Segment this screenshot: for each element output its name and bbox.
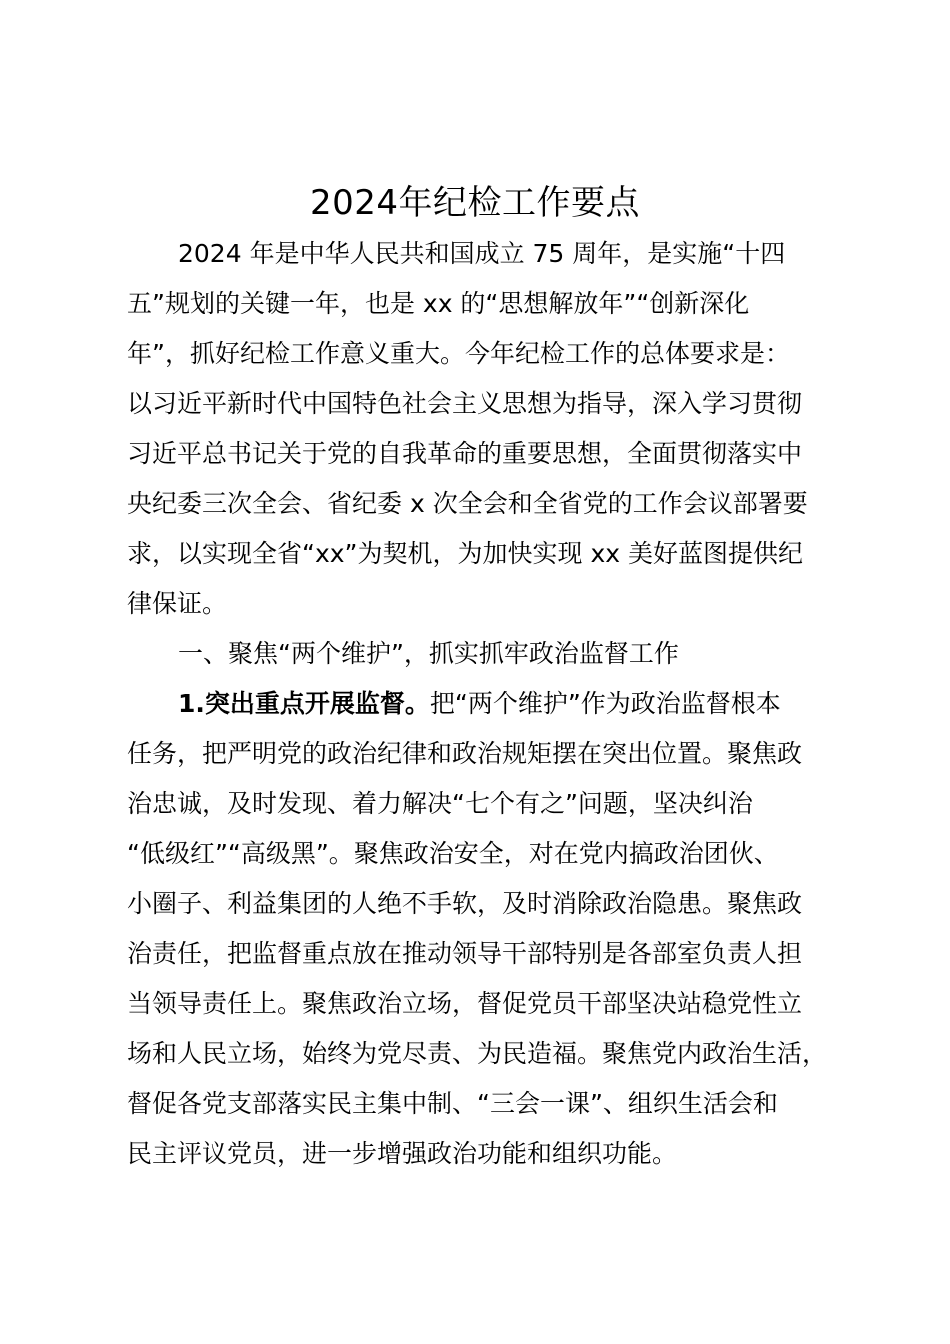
item-1-line-4: “低级红”“高级黑”。聚焦政治安全，对在党内搞政治团伙、 xyxy=(127,839,779,868)
intro-line-1: 2024 年是中华人民共和国成立 75 周年，是实施“十四 xyxy=(178,239,786,268)
item-1-line-10: 民主评议党员，进一步增强政治功能和组织功能。 xyxy=(127,1139,678,1168)
item-1-first-line xyxy=(178,684,781,724)
section-heading: 一、聚焦“两个维护”，抓实抓牢政治监督工作 xyxy=(178,639,679,668)
item-1-line-3: 治忠诚，及时发现、着力解决“七个有之”问题，坚决纠治 xyxy=(127,789,753,818)
intro-line-2: 五”规划的关键一年，也是 xx 的“思想解放年”“创新深化 xyxy=(127,289,750,318)
intro-line-4: 以习近平新时代中国特色社会主义思想为指导，深入学习贯彻 xyxy=(127,389,803,418)
item-1-heading: 1.突出重点开展监督。 xyxy=(178,689,430,718)
intro-line-6: 央纪委三次全会、省纪委 x 次全会和全省党的工作会议部署要 xyxy=(127,489,808,518)
intro-line-8: 律保证。 xyxy=(127,589,228,618)
document-title: 2024年纪检工作要点 xyxy=(309,183,641,223)
item-1-first-line-text: 把“两个维护”作为政治监督根本 xyxy=(429,689,781,718)
intro-line-5: 习近平总书记关于党的自我革命的重要思想，全面贯彻落实中 xyxy=(127,439,803,468)
item-1-line-2: 任务，把严明党的政治纪律和政治规矩摆在突出位置。聚焦政 xyxy=(127,739,803,768)
intro-line-3: 年”，抓好纪检工作意义重大。今年纪检工作的总体要求是： xyxy=(127,339,790,368)
item-1-line-5: 小圈子、利益集团的人绝不手软，及时消除政治隐患。聚焦政 xyxy=(127,889,803,918)
item-1-line-7: 当领导责任上。聚焦政治立场，督促党员干部坚决站稳党性立 xyxy=(127,989,803,1018)
item-1-line-6: 治责任，把监督重点放在推动领导干部特别是各部室负责人担 xyxy=(127,939,803,968)
item-1-line-9: 督促各党支部落实民主集中制、“三会一课”、组织生活会和 xyxy=(127,1089,778,1118)
item-1-line-8: 场和人民立场，始终为党尽责、为民造福。聚焦党内政治生活， xyxy=(127,1039,828,1068)
intro-line-7: 求，以实现全省“xx”为契机，为加快实现 xx 美好蓝图提供纪 xyxy=(127,539,803,568)
